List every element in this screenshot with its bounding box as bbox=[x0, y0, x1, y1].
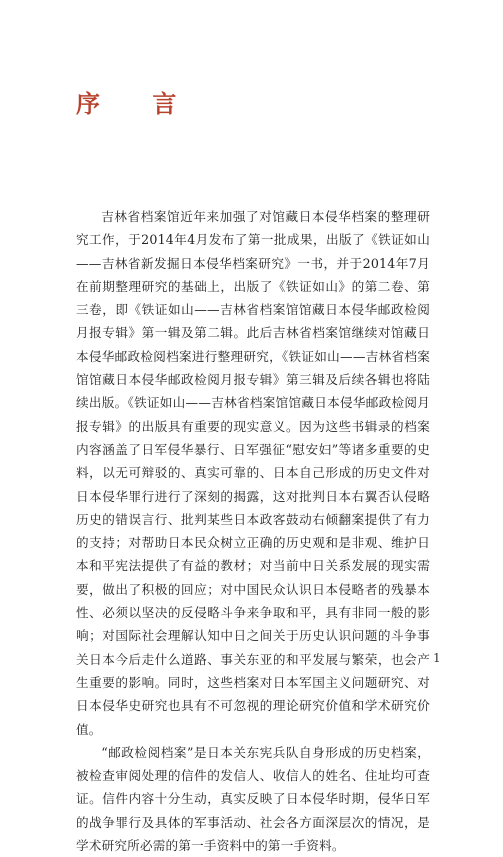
page-title: 序 言 bbox=[76, 89, 199, 118]
body-text bbox=[76, 205, 430, 857]
paragraph-1: 吉林省档案馆近年来加强了对馆藏日本侵华档案的整理研究工作，于2014年4月发布了第一批成果，出版了《铁证如山——吉林省新发掘日本侵华档案研究》一书，并于2014年7月在前期整理研究的基础上，出版了《铁证如山》的第二卷、第三卷，即《铁证如山——吉林省档案馆馆藏日本侵华邮政检阅月报专辑》第一辑及第二辑。此后吉林省档案馆继续对馆藏日本侵华邮政检阅档案进行整理研究，《铁证如山——吉林省档案馆馆藏日本侵华邮政检阅月报专辑》第三辑及后续各辑也将陆续出版。《铁证如山——吉林省档案馆馆藏日本侵华邮政检阅月报专辑》的出版具有重要的现实意义。因为这些书辑录的档案内容涵盖了日军侵华暴行、日军强征“慰安妇”等诸多重要的史料，以无可辩驳的、真实可靠的、日本自己形成的历史文件对日本侵华罪行进行了深刻的揭露，这对批判日本右翼否认侵略历史的错误言行、批判某些日本政客鼓动右倾翻案提供了有力的支持；对帮助日本民众树立正确的历史观和是非观、维护日本和平宪法提供了有益的教材；对当前中日关系发展的现实需要，做出了积极的回应；对中国民众认识日本侵略者的残暴本性、必须以坚决的反侵略斗争来争取和平，具有非同一般的影响；对国际社会理解认知中日之间关于历史认识问题的斗争事关日本今后走什么道路、事关东亚的和平发展与繁荣，也会产生重要的影响。同时，这些档案对日本军国主义问题研究、对日本侵华史研究也具有不可忽视的理论研究价值和学术研究价值。 bbox=[76, 209, 430, 737]
paragraph-2: “邮政检阅档案”是日本关东宪兵队自身形成的历史档案，被检查审阅处理的信件的发信人、收信人的姓名、住址均可查证。信件内容十分生动，真实反映了日本侵华时期，侵华日军的战争罪行及具体的军事活动、社会各方面深层次的情况，是学术研究所必需的第一手资料中的第一手资料。 bbox=[76, 744, 430, 854]
page-number: 1 bbox=[433, 651, 441, 665]
